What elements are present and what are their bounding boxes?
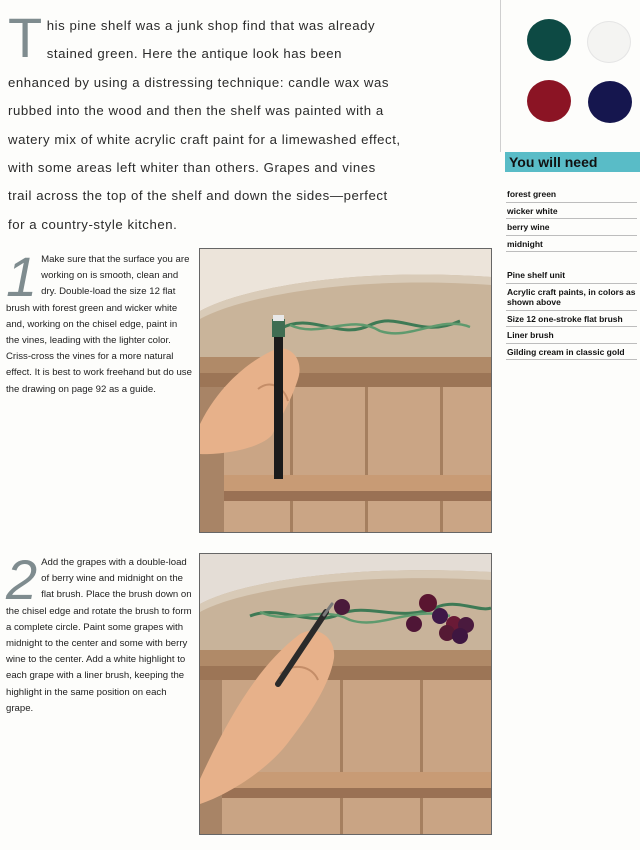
step-1 xyxy=(6,245,192,398)
list-item: Liner brush xyxy=(506,327,637,344)
intro-paragraph xyxy=(8,6,403,239)
step-1-photo xyxy=(199,248,492,533)
step-text: Make sure that the surface you are working on is smooth, clean and dry. Double-load the size 12 flat brush with forest green and wicker white and, working on the chisel edge, paint in the vines, leading with the lighter color. Criss-cross the vines for a more natural effect. It is best to work freehand but do use the drawing on page 92 as a guide. xyxy=(6,254,192,395)
swatch-midnight xyxy=(588,81,632,123)
materials-list xyxy=(506,267,637,360)
list-item: wicker white xyxy=(506,203,637,220)
step-text: Add the grapes with a double-load of berry wine and midnight on the flat brush. Place the brush down on the chisel edge and rotate the brush to form a complete circle. Paint some grapes with midnight to the center and some with berry wine to the center. Add a white highlight to each grape with a liner brush, keeping the highlight in the same position on each grape. xyxy=(6,557,192,714)
intro-text: his pine shelf was a junk shop find that was already stained green. Here the antique look has been enhanced by using a distressing technique: candle wax was rubbed into the wood and then the shelf was painted with a watery mix of white acrylic craft paint for a limewashed effect, with some areas left whiter than others. Grapes and vines trail across the top of the shelf and down the sides—perfect for a country-style kitchen. xyxy=(8,18,401,232)
swatch-berry-wine xyxy=(527,80,571,122)
list-item: midnight xyxy=(506,236,637,253)
list-item: Acrylic craft paints, in colors as shown above xyxy=(506,284,637,311)
swatch-forest-green xyxy=(527,19,571,61)
step-number: 1 xyxy=(6,245,38,308)
list-item: Size 12 one-stroke flat brush xyxy=(506,311,637,328)
column-divider xyxy=(500,0,501,152)
list-item: forest green xyxy=(506,186,637,203)
step-2 xyxy=(6,548,192,717)
step-number: 2 xyxy=(6,548,38,611)
you-will-need-heading: You will need xyxy=(505,152,640,172)
step-2-photo xyxy=(199,553,492,835)
swatch-wicker-white xyxy=(587,21,631,63)
paint-list xyxy=(506,186,637,252)
list-item: Pine shelf unit xyxy=(506,267,637,284)
drop-cap: T xyxy=(8,6,43,69)
list-item: berry wine xyxy=(506,219,637,236)
list-item: Gilding cream in classic gold xyxy=(506,344,637,361)
